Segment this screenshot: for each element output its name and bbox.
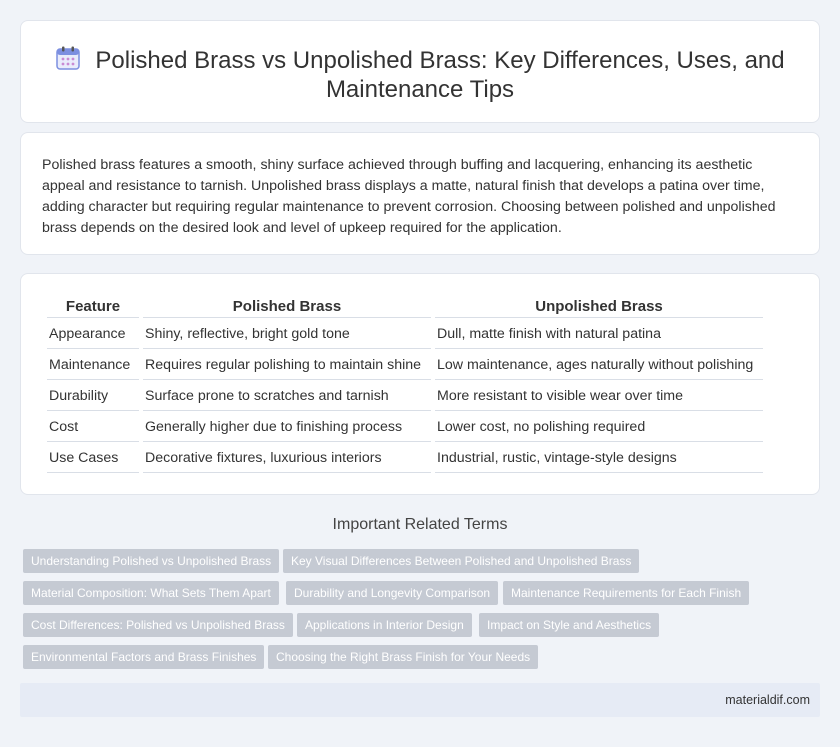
comparison-table (43, 294, 767, 475)
table-header-row (47, 296, 763, 318)
table-row (47, 320, 763, 349)
cell-unpolished: Dull, matte finish with natural patina (435, 320, 763, 349)
table-row (47, 351, 763, 380)
related-term-link[interactable]: Material Composition: What Sets Them Apart (23, 581, 279, 605)
table-row (47, 382, 763, 411)
related-terms-heading: Important Related Terms (332, 516, 508, 533)
footer-site-name: materialdif.com (725, 693, 810, 707)
title-card (20, 20, 820, 123)
related-term-link[interactable]: Choosing the Right Brass Finish for Your Needs (268, 645, 538, 669)
related-term-link[interactable]: Impact on Style and Aesthetics (479, 613, 659, 637)
table-row (47, 444, 763, 473)
related-term-link[interactable]: Maintenance Requirements for Each Finish (503, 581, 749, 605)
table-row (47, 413, 763, 442)
related-term-link[interactable]: Environmental Factors and Brass Finishes (23, 645, 264, 669)
cell-polished: Decorative fixtures, luxurious interiors (143, 444, 431, 473)
intro-paragraph: Polished brass features a smooth, shiny surface achieved through buffing and lacquering, enhancing its aesthetic appeal and resistance to tarnish. Unpolished brass displays a matte, natural finish that develops a patina over time, adding character but requiring regular maintenance to prevent corrosion. Choosing between polished and unpolished brass depends on the desired look and level of upkeep required for the application. (42, 157, 776, 236)
cell-polished: Surface prone to scratches and tarnish (143, 382, 431, 411)
related-term-link[interactable]: Key Visual Differences Between Polished and Unpolished Brass (283, 549, 639, 573)
cell-feature: Maintenance (47, 351, 139, 380)
related-term-link[interactable]: Cost Differences: Polished vs Unpolished Brass (23, 613, 293, 637)
title-line-2: Maintenance Tips (325, 76, 515, 103)
cell-feature: Appearance (47, 320, 139, 349)
cell-polished: Shiny, reflective, bright gold tone (143, 320, 431, 349)
cell-unpolished: Low maintenance, ages naturally without polishing (435, 351, 763, 380)
related-term-link[interactable]: Applications in Interior Design (297, 613, 472, 637)
header-unpolished: Unpolished Brass (435, 296, 763, 318)
calendar-icon (55, 45, 81, 71)
title-line-1: Polished Brass vs Unpolished Brass: Key Differences, Uses, and (95, 47, 785, 74)
cell-polished: Generally higher due to finishing process (143, 413, 431, 442)
cell-unpolished: Lower cost, no polishing required (435, 413, 763, 442)
header-polished: Polished Brass (143, 296, 431, 318)
comparison-card (20, 273, 820, 495)
cell-polished: Requires regular polishing to maintain shine (143, 351, 431, 380)
cell-feature: Use Cases (47, 444, 139, 473)
cell-feature: Durability (47, 382, 139, 411)
page-title (21, 45, 819, 104)
cell-unpolished: More resistant to visible wear over time (435, 382, 763, 411)
related-term-link[interactable]: Durability and Longevity Comparison (286, 581, 498, 605)
header-feature: Feature (47, 296, 139, 318)
intro-card (20, 132, 820, 255)
related-term-link[interactable]: Understanding Polished vs Unpolished Brass (23, 549, 279, 573)
footer (20, 683, 820, 717)
cell-feature: Cost (47, 413, 139, 442)
cell-unpolished: Industrial, rustic, vintage-style designs (435, 444, 763, 473)
